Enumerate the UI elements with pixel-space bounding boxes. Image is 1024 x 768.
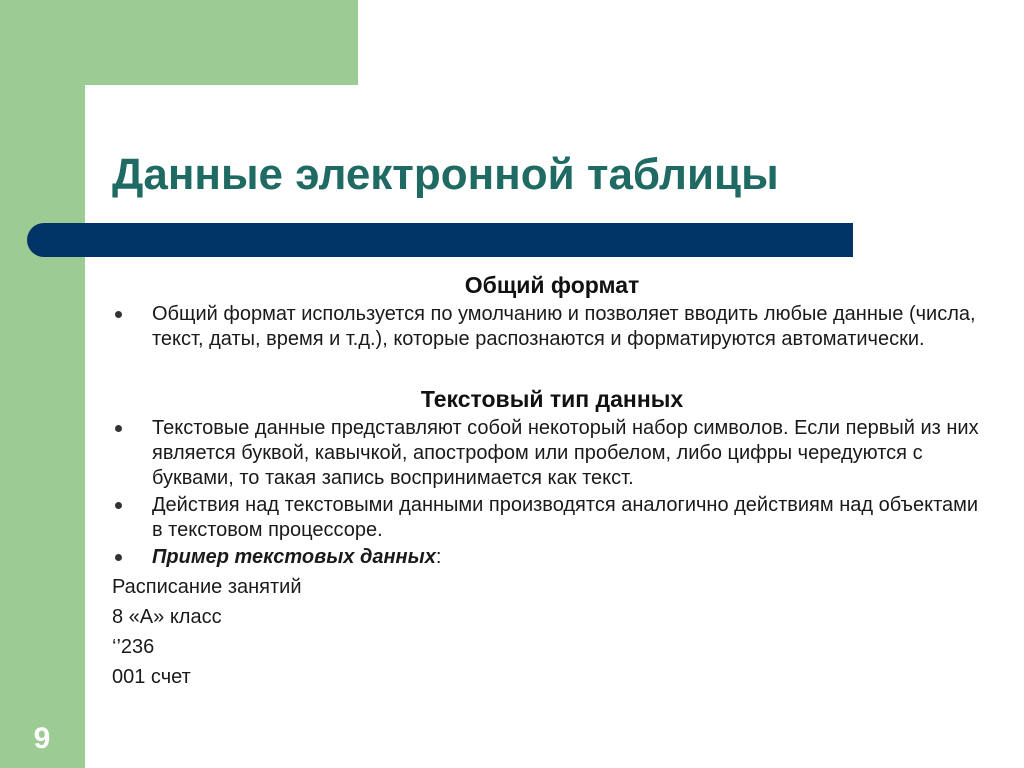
- section-heading-text: Текстовый тип данных: [420, 386, 684, 412]
- decorative-green-sidebar: [0, 0, 85, 768]
- general-bullet-list: [112, 302, 992, 352]
- bullet-item: Действия над текстовыми данными производятся аналогично действиям над объектами в текстовом процессоре.: [112, 493, 992, 543]
- example-colon: :: [435, 546, 442, 568]
- example-label: Пример текстовых данных: [152, 546, 436, 568]
- slide-number: 9: [33, 722, 51, 755]
- example-line: Расписание занятий: [112, 576, 302, 598]
- example-line: 001 счет: [112, 666, 191, 688]
- bullet-item: Общий формат используется по умолчанию и позволяет вводить любые данные (числа, текст, даты, время и т.д.), которые распознаются и форматируются автоматически.: [112, 302, 992, 352]
- text-bullet-list: [112, 416, 992, 570]
- example-line: 8 «А» класс: [112, 606, 222, 628]
- title-underline-bar: [27, 223, 853, 257]
- slide-content: [112, 270, 992, 692]
- section-heading-general: Общий формат: [464, 272, 640, 298]
- example-line: ‘’236: [112, 636, 155, 658]
- slide-title: Данные электронной таблицы: [112, 150, 779, 199]
- bullet-item: Текстовые данные представляют собой некоторый набор символов. Если первый из них является буквой, кавычкой, апострофом или пробелом, либо цифры чередуются с буквами, то такая запись воспринимается как текст.: [112, 416, 992, 491]
- bullet-item-example: [112, 545, 992, 570]
